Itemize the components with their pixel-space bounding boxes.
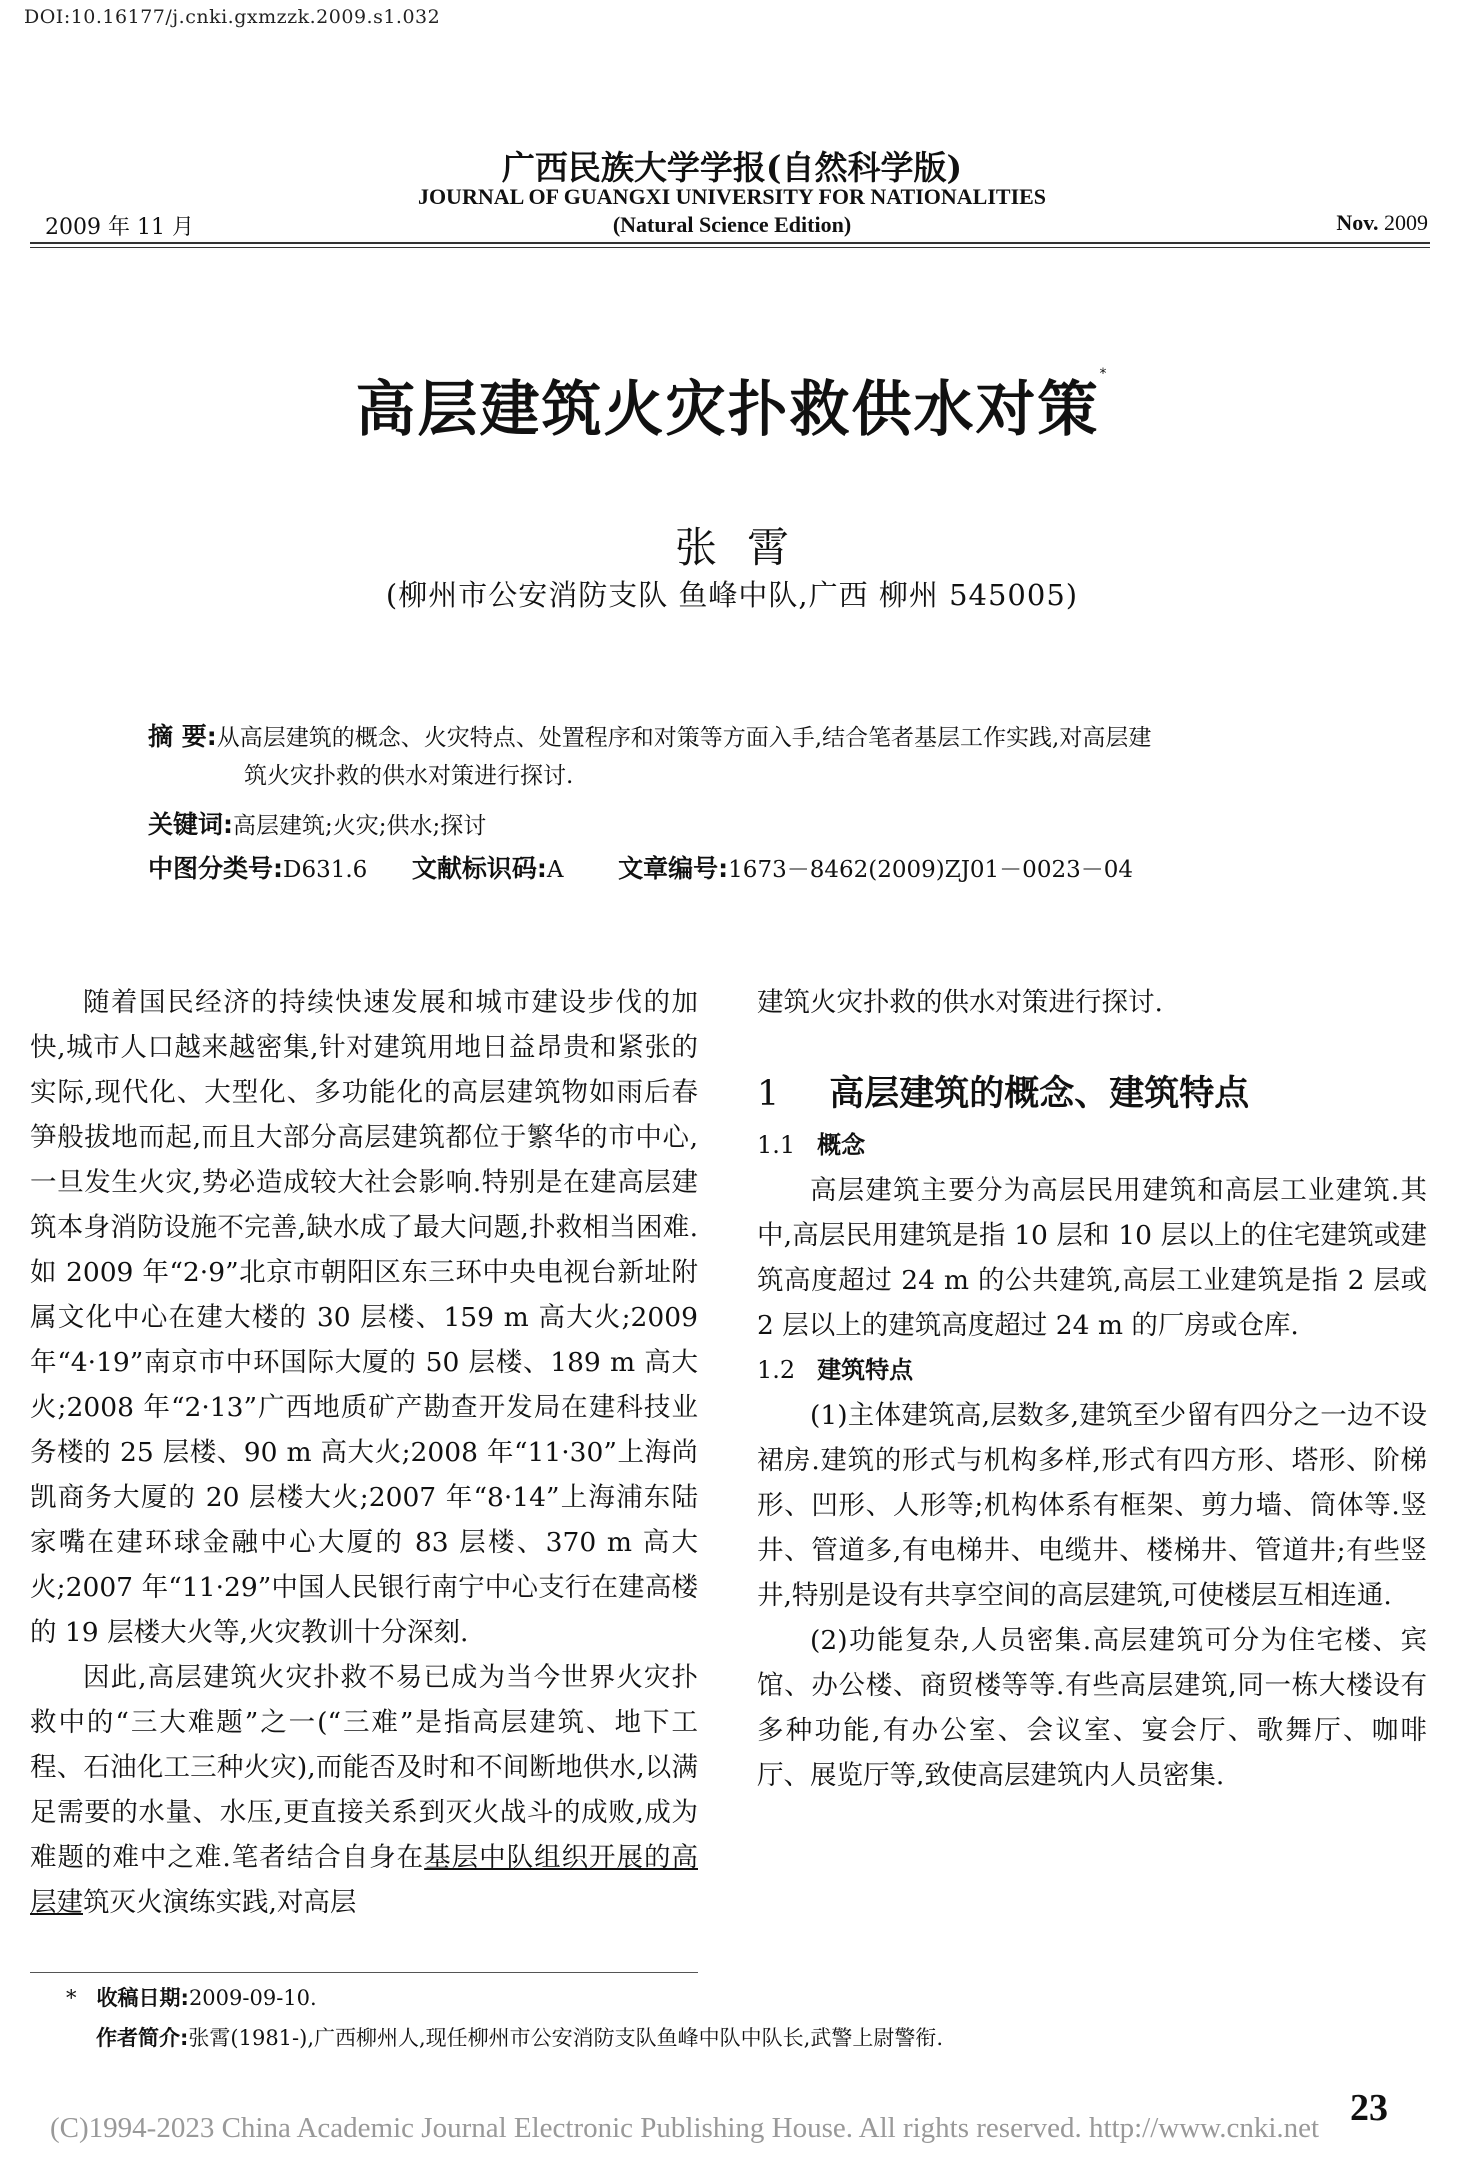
section-1-2-paragraph-1: (1)主体建筑高,层数多,建筑至少留有四分之一边不设裙房.建筑的形式与机构多样,形式有四方形、塔形、阶梯形、凹形、人形等;机构体系有框架、剪力墙、筒体等.竖井、管道多,有电梯井、电缆井、楼梯井、管道井;有些竖井,特别是设有共享空间的高层建筑,可使楼层互相连通. [757, 1400, 1427, 1611]
author-affiliation: (柳州市公安消防支队 鱼峰中队,广西 柳州 545005) [385, 578, 1079, 612]
copyright-notice: (C)1994-2023 China Academic Journal Electronic Publishing House. All rights reserved. http://www.cnki.net [50, 2112, 1320, 2144]
author-bio-label: 作者简介: [96, 2026, 189, 2050]
header-rule [30, 242, 1430, 244]
received-date: 2009-09-10. [188, 1986, 317, 2010]
body-paragraph-2-continued: 建筑火灾扑救的供水对策进行探讨. [757, 987, 1163, 1018]
doccode-value: A [546, 857, 564, 883]
article-number-value: 1673－8462(2009)ZJ01－0023－04 [728, 857, 1133, 883]
body-paragraph-2-end: 筑灭火演练实践,对高层 [83, 1887, 357, 1918]
journal-title-en: JOURNAL OF GUANGXI UNIVERSITY FOR NATIONALITIES [417, 184, 1047, 209]
journal-title-cn: 广西民族大学学报(自然科学版) [501, 148, 963, 187]
section-1-2-paragraph-2: (2)功能复杂,人员密集.高层建筑可分为住宅楼、宾馆、办公楼、商贸楼等等.有些高层建筑,同一栋大楼设有多种功能,有办公室、会议室、宴会厅、歌舞厅、咖啡厅、展览厅等,致使高层建筑内人员密集. [757, 1625, 1427, 1791]
footnotes [66, 1978, 1426, 2058]
abstract-line-1: 从高层建筑的概念、火灾特点、处置程序和对策等方面入手,结合笔者基层工作实践,对高层建 [216, 725, 1152, 751]
doi: DOI:10.16177/j.cnki.gxmzzk.2009.s1.032 [24, 6, 441, 28]
title-footnote-mark: * [1099, 366, 1109, 382]
section-1-1-title: 概念 [817, 1131, 866, 1159]
footnote-mark: * [66, 1986, 77, 2010]
footnote-author-bio [66, 2018, 1426, 2058]
keywords-label: 关键词: [148, 810, 233, 839]
clc-value: D631.6 [283, 857, 368, 883]
body-right-column [757, 980, 1427, 1798]
footnote-rule [30, 1972, 698, 1973]
issue-month-en: Nov. [1336, 210, 1379, 235]
body-paragraph-2-underlined: 基层中队组织开展的高层建 [30, 1842, 698, 1918]
abstract-label: 摘 要: [148, 722, 217, 751]
section-1-title: 高层建筑的概念、建筑特点 [829, 1074, 1250, 1114]
section-1-2-heading [757, 1348, 1427, 1393]
section-1-2-title: 建筑特点 [817, 1356, 914, 1384]
author-bio-text: 张霄(1981-),广西柳州人,现任柳州市公安消防支队鱼峰中队中队长,武警上尉警衔. [188, 2026, 944, 2050]
keywords-text: 高层建筑;火灾;供水;探讨 [233, 813, 487, 839]
received-label: 收稿日期: [96, 1986, 189, 2010]
abstract-line-2: 筑火灾扑救的供水对策进行探讨. [244, 763, 574, 789]
abstract [148, 718, 1328, 795]
section-1-1-paragraph: 高层建筑主要分为高层民用建筑和高层工业建筑.其中,高层民用建筑是指 10 层和 10 层以上的住宅建筑或建筑高度超过 24 m 的公共建筑,高层工业建筑是指 2 层或 2 层以上的建筑高度超过 24 m 的厂房或仓库. [757, 1175, 1427, 1341]
issue-year-en: 2009 [1384, 210, 1428, 235]
author-name: 张霄 [674, 523, 819, 572]
footnote-received [66, 1978, 1426, 2018]
classification-line [148, 850, 1328, 889]
body-left-column [30, 980, 698, 1925]
body-paragraph-2-start: 因此,高层建筑火灾扑救不易已成为当今世界火灾扑救中的“三大难题”之一(“三难”是指高层建筑、地下工程、石油化工三种火灾),而能否及时和不间断地供水,以满足需要的水量、水压,更直接关系到灭火战斗的成败,成为难题的难中之难.笔者结合自身在 [30, 1662, 698, 1873]
section-1-heading [757, 1069, 1427, 1119]
article-title [0, 362, 1464, 448]
section-1-1-heading [757, 1123, 1427, 1168]
article-title-text: 高层建筑火灾扑救供水对策 [355, 375, 1100, 445]
section-1-2-number: 1.2 [757, 1356, 796, 1384]
header-rule-thin [30, 247, 1430, 248]
journal-edition: (Natural Science Edition) [612, 212, 852, 237]
section-1-1-number: 1.1 [757, 1131, 796, 1159]
keywords [148, 806, 1328, 845]
page-number: 23 [1350, 2087, 1388, 2129]
body-paragraph-2 [30, 1655, 698, 1925]
article-number-label: 文章编号: [618, 854, 729, 883]
section-1-number: 1 [757, 1074, 780, 1114]
issue-date-cn: 2009 年 11 月 [45, 215, 194, 240]
doccode-label: 文献标识码: [411, 854, 547, 883]
body-paragraph-1: 随着国民经济的持续快速发展和城市建设步伐的加快,城市人口越来越密集,针对建筑用地日益昂贵和紧张的实际,现代化、大型化、多功能化的高层建筑物如雨后春笋般拔地而起,而且大部分高层建筑都位于繁华的市中心,一旦发生火灾,势必造成较大社会影响.特别是在建高层建筑本身消防设施不完善,缺水成了最大问题,扑救相当困难.如 2009 年“2·9”北京市朝阳区东三环中央电视台新址附属文化中心在建大楼的 30 层楼、159 m 高大火;2009 年“4·19”南京市中环国际大厦的 50 层楼、189 m 高大火;2008 年“2·13”广西地质矿产勘查开发局在建科技业务楼的 25 层楼、90 m 高大火;2008 年“11·30”上海尚凯商务大厦的 20 层楼大火;2007 年“8·14”上海浦东陆家嘴在建环球金融中心大厦的 83 层楼、370 m 高大火;2007 年“11·29”中国人民银行南宁中心支行在建高楼的 19 层楼大火等,火灾教训十分深刻. [30, 987, 698, 1648]
issue-date-en [1336, 210, 1428, 236]
clc-label: 中图分类号: [148, 854, 283, 883]
